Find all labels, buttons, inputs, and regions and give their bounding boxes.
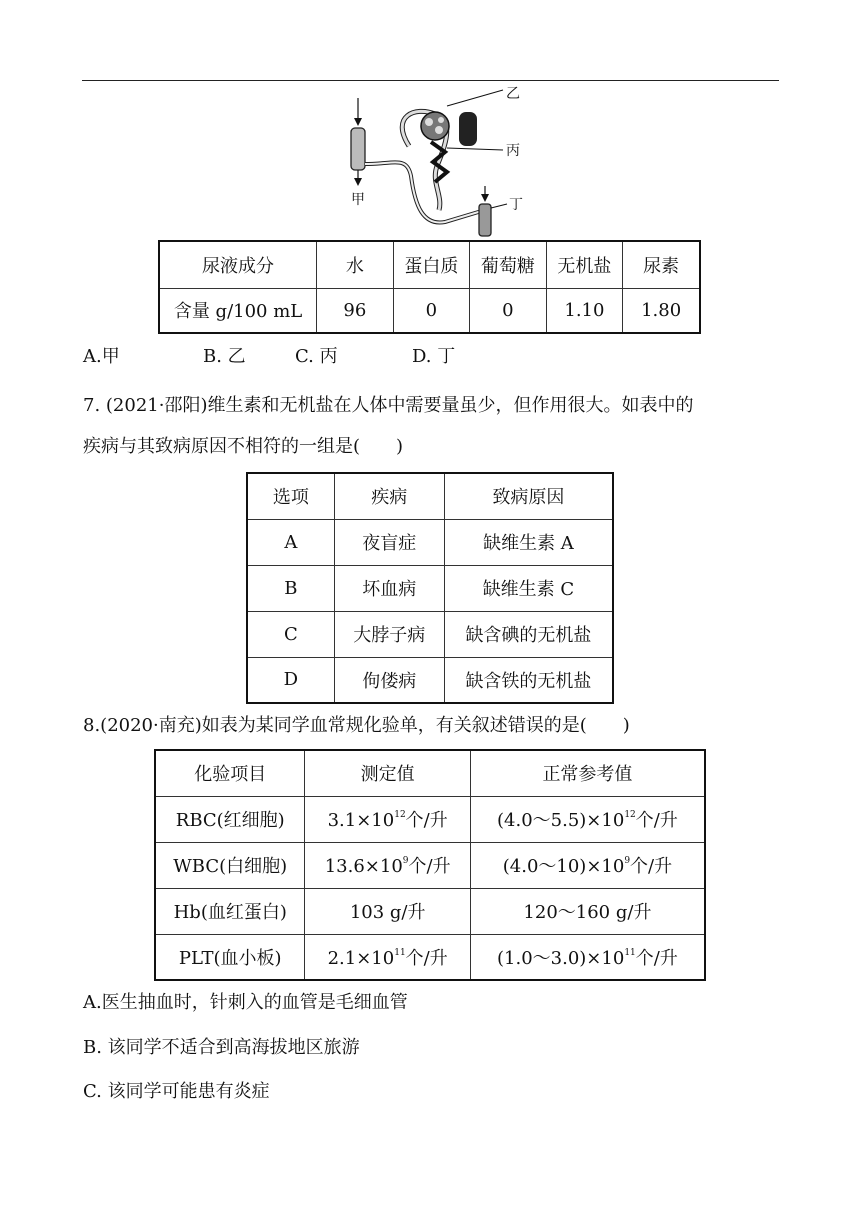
table-cell: B (247, 565, 334, 611)
table-cell: RBC(红细胞) (155, 796, 305, 842)
label-jia: 甲 (351, 192, 365, 208)
table-cell: 佝偻病 (334, 657, 444, 703)
blood-test-table (154, 749, 706, 981)
table-header-cell: 选项 (247, 473, 334, 519)
table-cell: $(1.0\sim 3.0)\times 10^{11}$个/升 (470, 934, 705, 980)
table-header-cell: 测定值 (305, 750, 470, 796)
table-header-cell: 水 (317, 241, 394, 288)
table-cell: $(4.0\sim 5.5)\times 10^{12}$个/升 (470, 796, 705, 842)
table-cell: $13.6\times 10^9$个/升 (305, 842, 470, 888)
q8-option-b: B. 该同学不适合到高海拔地区旅游 (83, 1037, 360, 1058)
table-row (159, 241, 700, 288)
table-row (247, 519, 613, 565)
q6-option-a: A.甲 (83, 346, 120, 367)
q6-option-d: D. 丁 (412, 346, 456, 367)
table-row (159, 288, 700, 333)
table-cell: 1.10 (546, 288, 623, 333)
table-header-cell: 致病原因 (444, 473, 613, 519)
table-cell: 0 (393, 288, 469, 333)
table-row (155, 750, 705, 796)
table-cell: 缺维生素 C (444, 565, 613, 611)
table-header-cell: 正常参考值 (470, 750, 705, 796)
q7-stem-line1: 7. (2021·邵阳)维生素和无机盐在人体中需要量虽少，但作用很大。如表中的 (83, 395, 694, 416)
nephron-figure (335, 86, 535, 238)
table-header-cell: 疾病 (334, 473, 444, 519)
arrow-down-icon (354, 178, 362, 186)
q6-option-b: B. 乙 (203, 346, 246, 367)
table-cell: 缺含碘的无机盐 (444, 611, 613, 657)
table-cell: 缺含铁的无机盐 (444, 657, 613, 703)
label-yi: 乙 (506, 86, 520, 102)
arrow-head-icon (354, 118, 362, 126)
q8-option-a: A.医生抽血时，针刺入的血管是毛细血管 (83, 992, 408, 1013)
glomerulus-yi (421, 112, 449, 140)
table-cell: 96 (317, 288, 394, 333)
table-header-cell: 葡萄糖 (470, 241, 546, 288)
table-cell: 1.80 (623, 288, 700, 333)
table-row (247, 657, 613, 703)
table-cell: 坏血病 (334, 565, 444, 611)
nephron-diagram (335, 86, 535, 238)
table-cell: $2.1\times 10^{11}$个/升 (305, 934, 470, 980)
table-row (155, 888, 705, 934)
table-cell: A (247, 519, 334, 565)
table-cell: Hb(血红蛋白) (155, 888, 305, 934)
header-rule (82, 80, 779, 81)
vessel-jia (351, 128, 365, 170)
table-row (155, 796, 705, 842)
table-row (155, 934, 705, 980)
table-cell: 0 (470, 288, 546, 333)
table-header-cell: 无机盐 (546, 241, 623, 288)
table-header-cell: 尿液成分 (159, 241, 317, 288)
table-cell: 120～160 g/升 (470, 888, 705, 934)
table-cell: $(4.0\sim 10)\times 10^9$个/升 (470, 842, 705, 888)
table-header-cell: 化验项目 (155, 750, 305, 796)
table-cell: 103 g/升 (305, 888, 470, 934)
table-header-cell: 蛋白质 (393, 241, 469, 288)
table-cell: C (247, 611, 334, 657)
table-cell: 大脖子病 (334, 611, 444, 657)
table-cell: PLT(血小板) (155, 934, 305, 980)
q8-option-c: C. 该同学可能患有炎症 (83, 1081, 270, 1102)
table-cell: D (247, 657, 334, 703)
q7-stem-line2: 疾病与其致病原因不相符的一组是( ) (83, 436, 404, 457)
table-row (247, 473, 613, 519)
q8-stem: 8.(2020·南充)如表为某同学血常规化验单，有关叙述错误的是( ) (83, 715, 630, 736)
table-cell: 含量 g/100 mL (159, 288, 317, 333)
q6-option-c: C. 丙 (295, 346, 338, 367)
table-cell: WBC(白细胞) (155, 842, 305, 888)
table-cell: 夜盲症 (334, 519, 444, 565)
table-row (247, 611, 613, 657)
label-bing: 丙 (506, 143, 520, 159)
table-cell: $3.1\times 10^{12}$个/升 (305, 796, 470, 842)
urine-table (158, 240, 701, 334)
vitamin-table (246, 472, 614, 704)
table-row (247, 565, 613, 611)
vessel-dark (459, 112, 477, 146)
table-header-cell: 尿素 (623, 241, 700, 288)
table-cell: 缺维生素 A (444, 519, 613, 565)
collecting-duct-ding (479, 204, 491, 236)
table-row (155, 842, 705, 888)
label-ding: 丁 (509, 197, 523, 213)
